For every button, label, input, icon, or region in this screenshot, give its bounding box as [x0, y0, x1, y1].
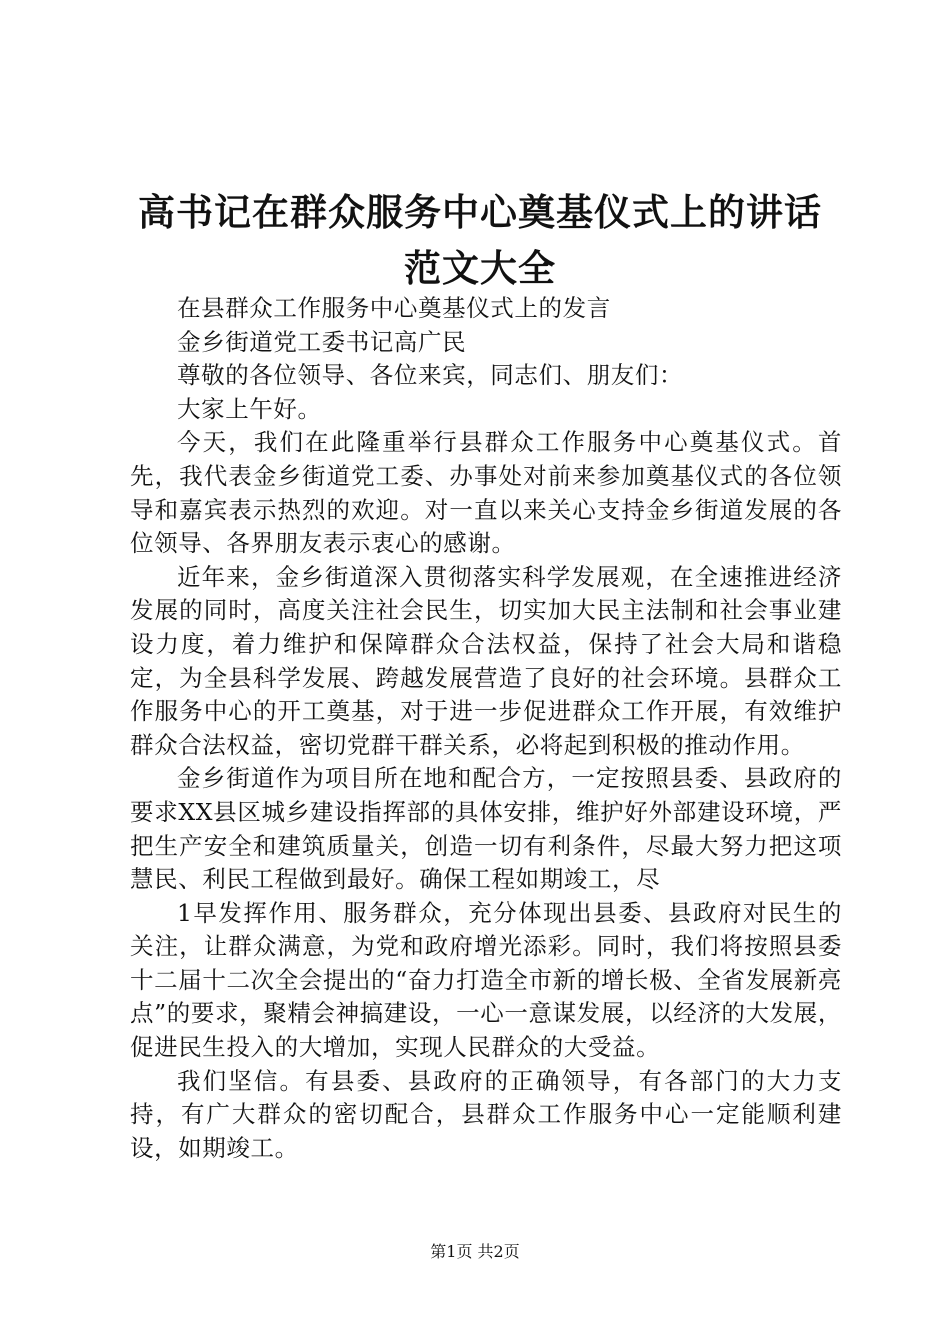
- paragraph-greeting: 大家上午好。: [177, 394, 322, 423]
- paragraph-body: 我们坚信。有县委、县政府的正确领导，有各部门的大力支持，有广大群众的密切配合，县群众工作服务中心一定能顺利建设，如期竣工。: [130, 1066, 842, 1162]
- document-title: 高书记在群众服务中心奠基仪式上的讲话范文大全: [138, 190, 822, 290]
- paragraph-speaker: 金乡街道党工委书记高广民: [177, 327, 467, 356]
- page-footer: 第1页 共2页: [430, 1242, 520, 1261]
- paragraph-body: 近年来，金乡街道深入贯彻落实科学发展观，在全速推进经济发展的同时，高度关注社会民生，切实加大民主法制和社会事业建设力度，着力维护和保障群众合法权益，保持了社会大局和谐稳定，为全县科学发展、跨越发展营造了良好的社会环境。县群众工作服务中心的开工奠基，对于进一步促进群众工作开展，有效维护群众合法权益，密切党群干群关系，必将起到积极的推动作用。: [130, 562, 842, 759]
- paragraph-salutation: 尊敬的各位领导、各位来宾，同志们、朋友们：: [177, 361, 684, 390]
- document-body: [130, 292, 842, 1165]
- paragraph-speech-title: 在县群众工作服务中心奠基仪式上的发言: [177, 294, 611, 322]
- paragraph-body: 1早发挥作用、服务群众，充分体现出县委、县政府对民生的关注，让群众满意，为党和政府增光添彩。同时，我们将按照县委十二届十二次全会提出的“奋力打造全市新的增长极、全省发展新亮点”的要求，聚精会神搞建设，一心一意谋发展，以经济的大发展，促进民生投入的大增加，实现人民群众的大受益。: [130, 898, 842, 1062]
- paragraph-body: 金乡街道作为项目所在地和配合方，一定按照县委、县政府的要求XX县区城乡建设指挥部的具体安排，维护好外部建设环境，严把生产安全和建筑质量关，创造一切有利条件，尽最大努力把这项慧民、利民工程做到最好。确保工程如期竣工，尽: [130, 764, 842, 894]
- paragraph-body: 今天，我们在此隆重举行县群众工作服务中心奠基仪式。首先，我代表金乡街道党工委、办事处对前来参加奠基仪式的各位领导和嘉宾表示热烈的欢迎。对一直以来关心支持金乡街道发展的各位领导、各界朋友表示衷心的感谢。: [130, 428, 842, 558]
